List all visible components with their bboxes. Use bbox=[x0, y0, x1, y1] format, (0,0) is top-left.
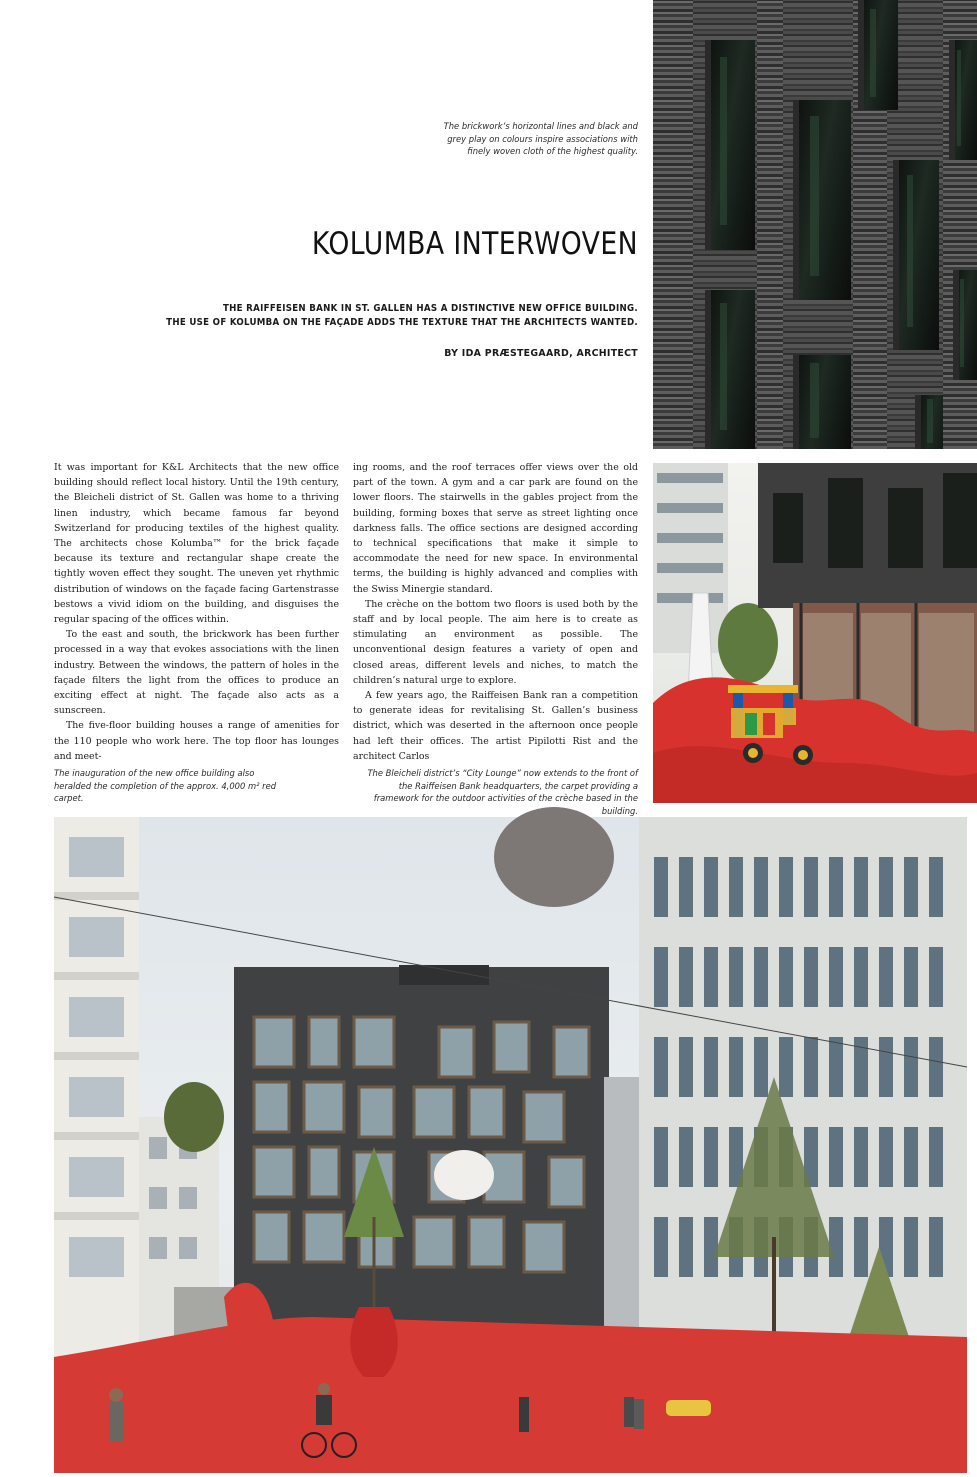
facade-brickwork-photo bbox=[653, 0, 977, 449]
red-carpet bbox=[54, 1317, 967, 1473]
paragraph: The crèche on the bottom two floors is used both by the staff and by local people. The aim here is to create as stimulating an environment as possible. The unconventional design features a variety of open and closed areas, different levels and niches, to match the children’s natural urge to explore. bbox=[353, 598, 638, 686]
facade-window bbox=[793, 355, 851, 449]
facade-window bbox=[953, 270, 977, 380]
body-column-left bbox=[54, 460, 339, 762]
facade-window bbox=[893, 160, 939, 350]
facade-window bbox=[858, 0, 898, 110]
creche-red-carpet-photo bbox=[653, 463, 977, 803]
grey-building bbox=[604, 1077, 644, 1367]
facade-window bbox=[705, 290, 755, 449]
paragraph: To the east and south, the brickwork has been further processed in a way that evokes associations with the linen industry. Between the windows, the pattern of holes in the façade filters the light from the offices to produce an exciting effect at night. The façade also acts as a sunscreen. bbox=[54, 629, 339, 717]
paragraph: It was important for K&L Architects that the new office building should reflect local history. Until the 19th century, the Bleicheli district of St. Gallen was home to a thriving linen industry, which became famous far beyond Switzerland for producing textiles of the highest quality. The architects chose Kolumba™ for the brick façade because its texture and rectangular shape create the tightly woven effect they sought. The uneven yet rhythmic distribution of windows on the façade facing Gartenstrasse bestows a vivid idiom on the building, and disguises the regular spacing of the offices within. bbox=[54, 462, 339, 626]
brick-pier bbox=[757, 0, 783, 449]
tree bbox=[164, 1082, 224, 1152]
facade-window bbox=[705, 40, 755, 250]
taxi bbox=[666, 1400, 711, 1416]
pedestrian bbox=[109, 1402, 123, 1442]
body-column-right bbox=[353, 460, 638, 762]
cyclist bbox=[316, 1395, 332, 1425]
paragraph: ing rooms, and the roof terraces offer views over the old part of the town. A gym and a car park are found on the lower floors. The stairwells in the gables project from the building, forming boxes that serve as street lighting once darkness falls. The office sections are designed according to technical specifications that make it simple to accommodate the need for new space. In environmental terms, the building is highly advanced and complies with the Swiss Minergie standard. bbox=[353, 462, 638, 595]
paragraph: A few years ago, the Raiffeisen Bank ran a competition to generate ideas for revitalising St. Gallen’s business district, which was deserted in the afternoon once people had left their offices. The artist Pipilotti Rist and the architect Carlos bbox=[353, 690, 638, 762]
facade-window bbox=[949, 40, 977, 160]
subtitle-line: THE USE OF KOLUMBA ON THE FAÇADE ADDS THE TEXTURE THAT THE ARCHITECTS WANTED. bbox=[166, 317, 638, 329]
photo-caption-top: The brickwork’s horizontal lines and black and grey play on colours inspire associations with finely woven cloth of the highest quality. bbox=[443, 121, 638, 157]
photo-caption-bottom-right: The Bleicheli district’s “City Lounge” now extends to the front of the Raiffeisen Bank headquarters, the carpet providing a framework for the outdoor activities of the crèche based in the building. bbox=[367, 768, 638, 816]
balloon-lamp bbox=[434, 1150, 494, 1200]
article-title: KOLUMBA INTERWOVEN bbox=[311, 226, 638, 262]
balloon-sculpture bbox=[494, 807, 614, 907]
subtitle-line: THE RAIFFEISEN BANK IN ST. GALLEN HAS A DISTINCTIVE NEW OFFICE BUILDING. bbox=[222, 303, 638, 314]
creche-scene bbox=[653, 463, 977, 803]
tree bbox=[718, 603, 778, 683]
paragraph: The five-floor building houses a range of amenities for the 110 people who work here. The top floor has lounges and meet- bbox=[54, 720, 339, 762]
pedestrian bbox=[519, 1397, 529, 1432]
street-scene bbox=[54, 817, 967, 1473]
pedestrian bbox=[634, 1399, 644, 1429]
article-subtitle bbox=[140, 302, 638, 331]
article-byline: BY IDA PRÆSTEGAARD, ARCHITECT bbox=[444, 348, 638, 359]
pedestrian bbox=[624, 1397, 634, 1427]
photo-caption-bottom-left: The inauguration of the new office building also heralded the completion of the approx. 4,000 m² red carpet. bbox=[54, 768, 277, 804]
red-vase-sculpture bbox=[350, 1307, 398, 1377]
street-view-photo bbox=[54, 817, 967, 1473]
apartment-block bbox=[653, 463, 728, 653]
facade-window bbox=[793, 100, 851, 300]
brick-pier bbox=[653, 0, 693, 449]
